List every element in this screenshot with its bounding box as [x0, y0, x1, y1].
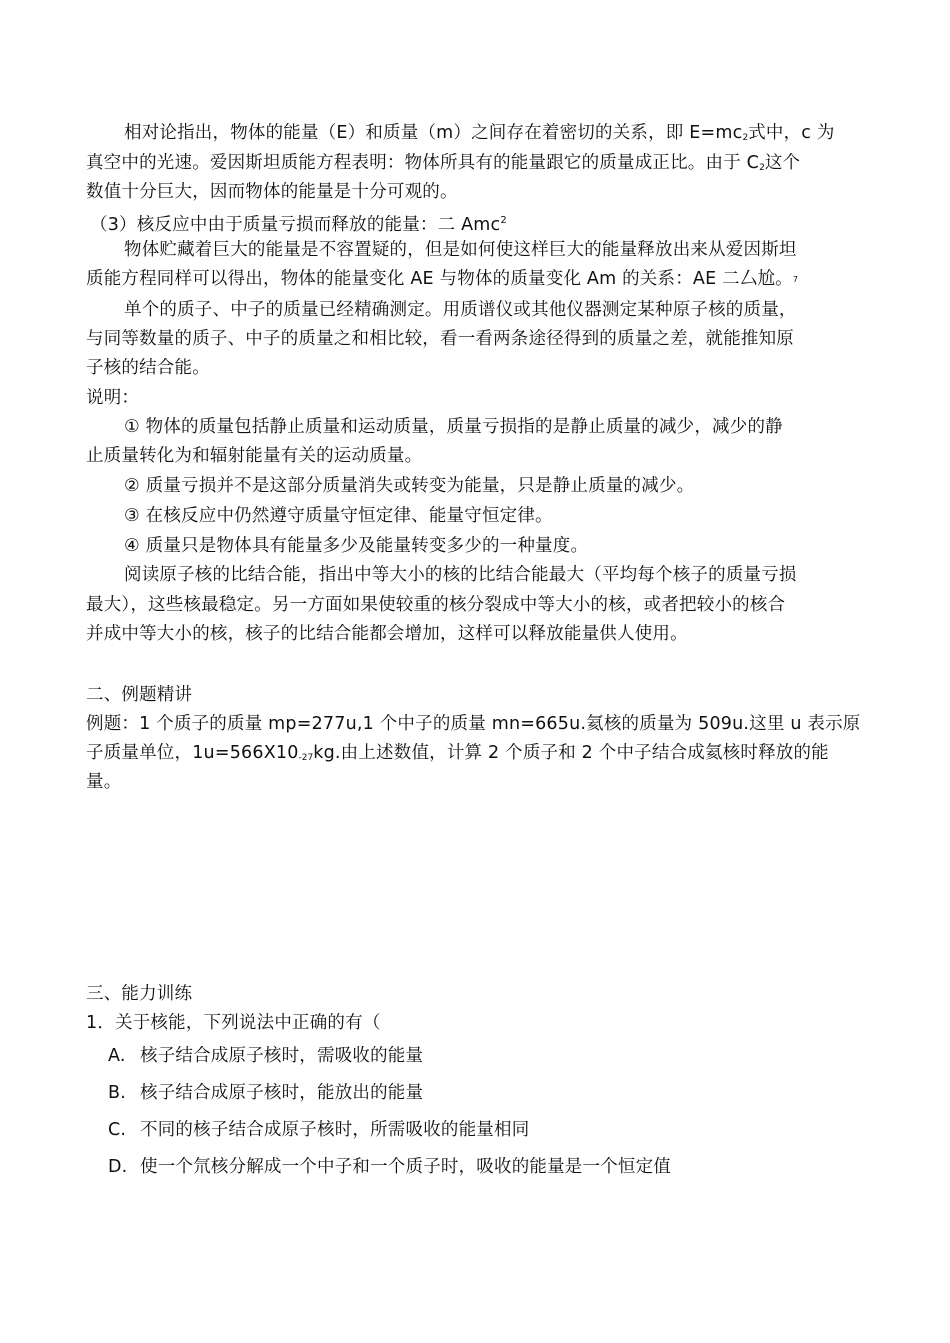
option-text: 核子结合成原子核时，需吸收的能量	[140, 1046, 424, 1066]
note-item: ① 物体的质量包括静止质量和运动质量，质量亏损指的是静止质量的减少，减少的静	[124, 417, 783, 437]
example-line	[86, 739, 829, 772]
text-segment: 子质量单位，1u=566X10	[86, 743, 299, 763]
text-segment: 这个	[764, 153, 801, 173]
superscript: 2	[500, 215, 507, 226]
note-item-continued: 止质量转化为和辐射能量有关的运动质量。	[86, 446, 423, 466]
footnote-mark: 7	[792, 275, 799, 284]
note-item: ④ 质量只是物体具有能量多少及能量转变多少的一种量度。	[124, 536, 589, 556]
section-heading: 二、例题精讲	[86, 685, 193, 705]
text-segment: 式中，c 为	[748, 123, 835, 143]
option-text: 不同的核子结合成原子核时，所需吸收的能量相同	[140, 1120, 530, 1140]
option-text: 使一个氘核分解成一个中子和一个质子时，吸收的能量是一个恒定值	[140, 1157, 671, 1177]
answer-option-d	[108, 1153, 671, 1181]
paragraph-line: 最大），这些核最稳定。另一方面如果使较重的核分裂成中等大小的核，或者把较小的核合	[86, 595, 786, 615]
answer-option-c	[108, 1116, 529, 1144]
answer-option-a	[108, 1042, 423, 1070]
paragraph-line: 与同等数量的质子、中子的质量之和相比较，看一看两条途径得到的质量之差，就能推知原	[86, 329, 794, 349]
example-line: 例题：1 个质子的质量 mp=277u,1 个中子的质量 mn=665u.氦核的质量为 509u.这里 u 表示原	[86, 714, 861, 734]
text-segment: 质能方程同样可以得出，物体的能量变化 AE 与物体的质量变化 Am 的关系：AE 二厶尬。	[86, 269, 793, 289]
subscript: -27	[298, 753, 314, 763]
option-letter: B.	[108, 1083, 126, 1103]
text-segment: （3）核反应中由于质量亏损而释放的能量：二 Amc	[90, 215, 501, 235]
notes-title: 说明：	[86, 388, 140, 408]
option-letter: C.	[108, 1120, 127, 1140]
paragraph-line: 并成中等大小的核，核子的比结合能都会增加，这样可以释放能量供人使用。	[86, 624, 688, 644]
option-letter: D.	[108, 1157, 128, 1177]
subscript: 2	[742, 133, 749, 143]
paragraph-line	[124, 119, 835, 152]
note-item: ③ 在核反应中仍然遵守质量守恒定律、能量守恒定律。	[124, 506, 553, 526]
paragraph-line: 物体贮藏着巨大的能量是不容置疑的，但是如何使这样巨大的能量释放出来从爱因斯坦	[124, 240, 797, 260]
paragraph-line: 子核的结合能。	[86, 358, 210, 378]
question: 1．关于核能，下列说法中正确的有（	[86, 1013, 381, 1033]
paragraph-line: 阅读原子核的比结合能，指出中等大小的核的比结合能最大（平均每个核子的质量亏损	[124, 565, 797, 585]
list-item	[90, 207, 507, 239]
text-segment: 真空中的光速。爱因斯坦质能方程表明：物体所具有的能量跟它的质量成正比。由于 C	[86, 153, 760, 173]
paragraph-line: 单个的质子、中子的质量已经精确测定。用质谱仪或其他仪器测定某种原子核的质量，	[124, 300, 797, 320]
note-item: ② 质量亏损并不是这部分质量消失或转变为能量，只是静止质量的减少。	[124, 476, 695, 496]
example-line: 量。	[86, 772, 122, 792]
option-text: 核子结合成原子核时，能放出的能量	[140, 1083, 424, 1103]
answer-option-b	[108, 1079, 423, 1107]
option-letter: A.	[108, 1046, 126, 1066]
text-segment: 相对论指出，物体的能量（E）和质量（m）之间存在着密切的关系，即 E=mc	[124, 123, 743, 143]
section-heading: 三、能力训练	[86, 984, 193, 1004]
subscript: 2	[759, 163, 765, 173]
paragraph-line: 数值十分巨大，因而物体的能量是十分可观的。	[86, 182, 458, 202]
paragraph-line	[86, 265, 798, 294]
text-segment: kg.由上述数值，计算 2 个质子和 2 个中子结合成氦核时释放的能	[313, 743, 829, 763]
